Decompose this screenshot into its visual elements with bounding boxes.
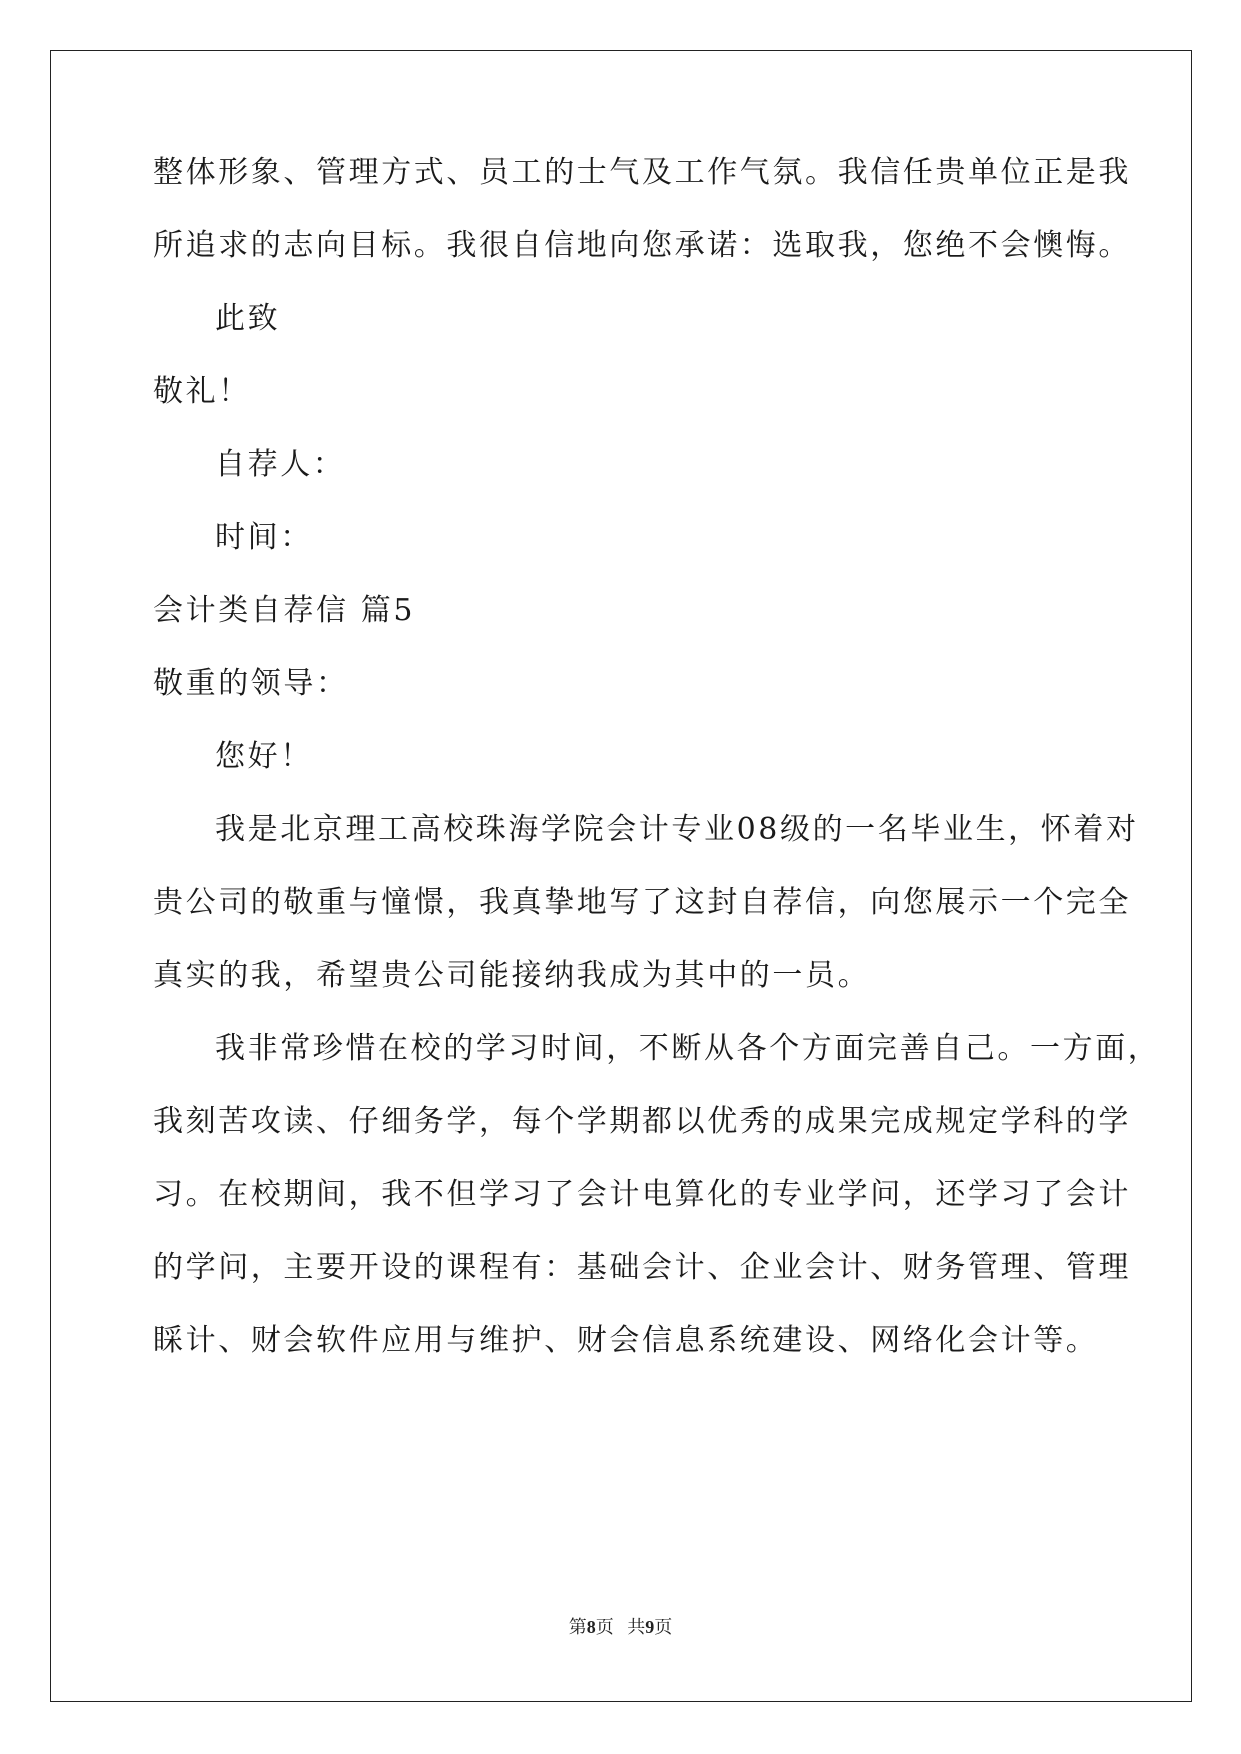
paragraph-line: 的学问，主要开设的课程有：基础会计、企业会计、财务管理、管理: [153, 1250, 1131, 1285]
closing-respect: 敬礼！: [153, 374, 251, 409]
paragraph-line: 我非常珍惜在校的学习时间，不断从各个方面完善自己。一方面，: [215, 1031, 1161, 1066]
section-heading: 会计类自荐信 篇5: [153, 593, 416, 628]
paragraph-line: 习。在校期间，我不但学习了会计电算化的专业学问，还学习了会计: [153, 1177, 1131, 1212]
paragraph-line: 我刻苦攻读、仔细务学，每个学期都以优秀的成果完成规定学科的学: [153, 1104, 1131, 1139]
greeting-recipient: 敬重的领导：: [153, 666, 349, 701]
text-line: 整体形象、管理方式、员工的士气及工作气氛。我信任贵单位正是我: [153, 155, 1131, 190]
closing-salutation: 此致: [215, 301, 281, 336]
signature-label: 自荐人：: [215, 447, 346, 482]
footer-total-prefix: 共: [627, 1617, 646, 1637]
page-footer: [0, 1616, 1241, 1638]
footer-page-word: 页: [595, 1617, 614, 1637]
footer-total-suffix: 页: [654, 1617, 673, 1637]
greeting: 您好！: [215, 739, 313, 774]
paragraph-line: 睬计、财会软件应用与维护、财会信息系统建设、网络化会计等。: [153, 1323, 1099, 1358]
text-line: 所追求的志向目标。我很自信地向您承诺：选取我，您绝不会懊悔。: [153, 228, 1131, 263]
paragraph-line: 贵公司的敬重与憧憬，我真挚地写了这封自荐信，向您展示一个完全: [153, 885, 1131, 920]
paragraph-line: 真实的我，希望贵公司能接纳我成为其中的一员。: [153, 958, 871, 993]
date-label: 时间：: [215, 520, 313, 555]
paragraph-line: 我是北京理工高校珠海学院会计专业08级的一名毕业生，怀着对: [215, 812, 1139, 847]
current-page-number: 8: [586, 1617, 596, 1637]
page-border: [50, 50, 1192, 1702]
total-pages-number: 9: [645, 1617, 655, 1637]
footer-prefix: 第: [568, 1617, 587, 1637]
